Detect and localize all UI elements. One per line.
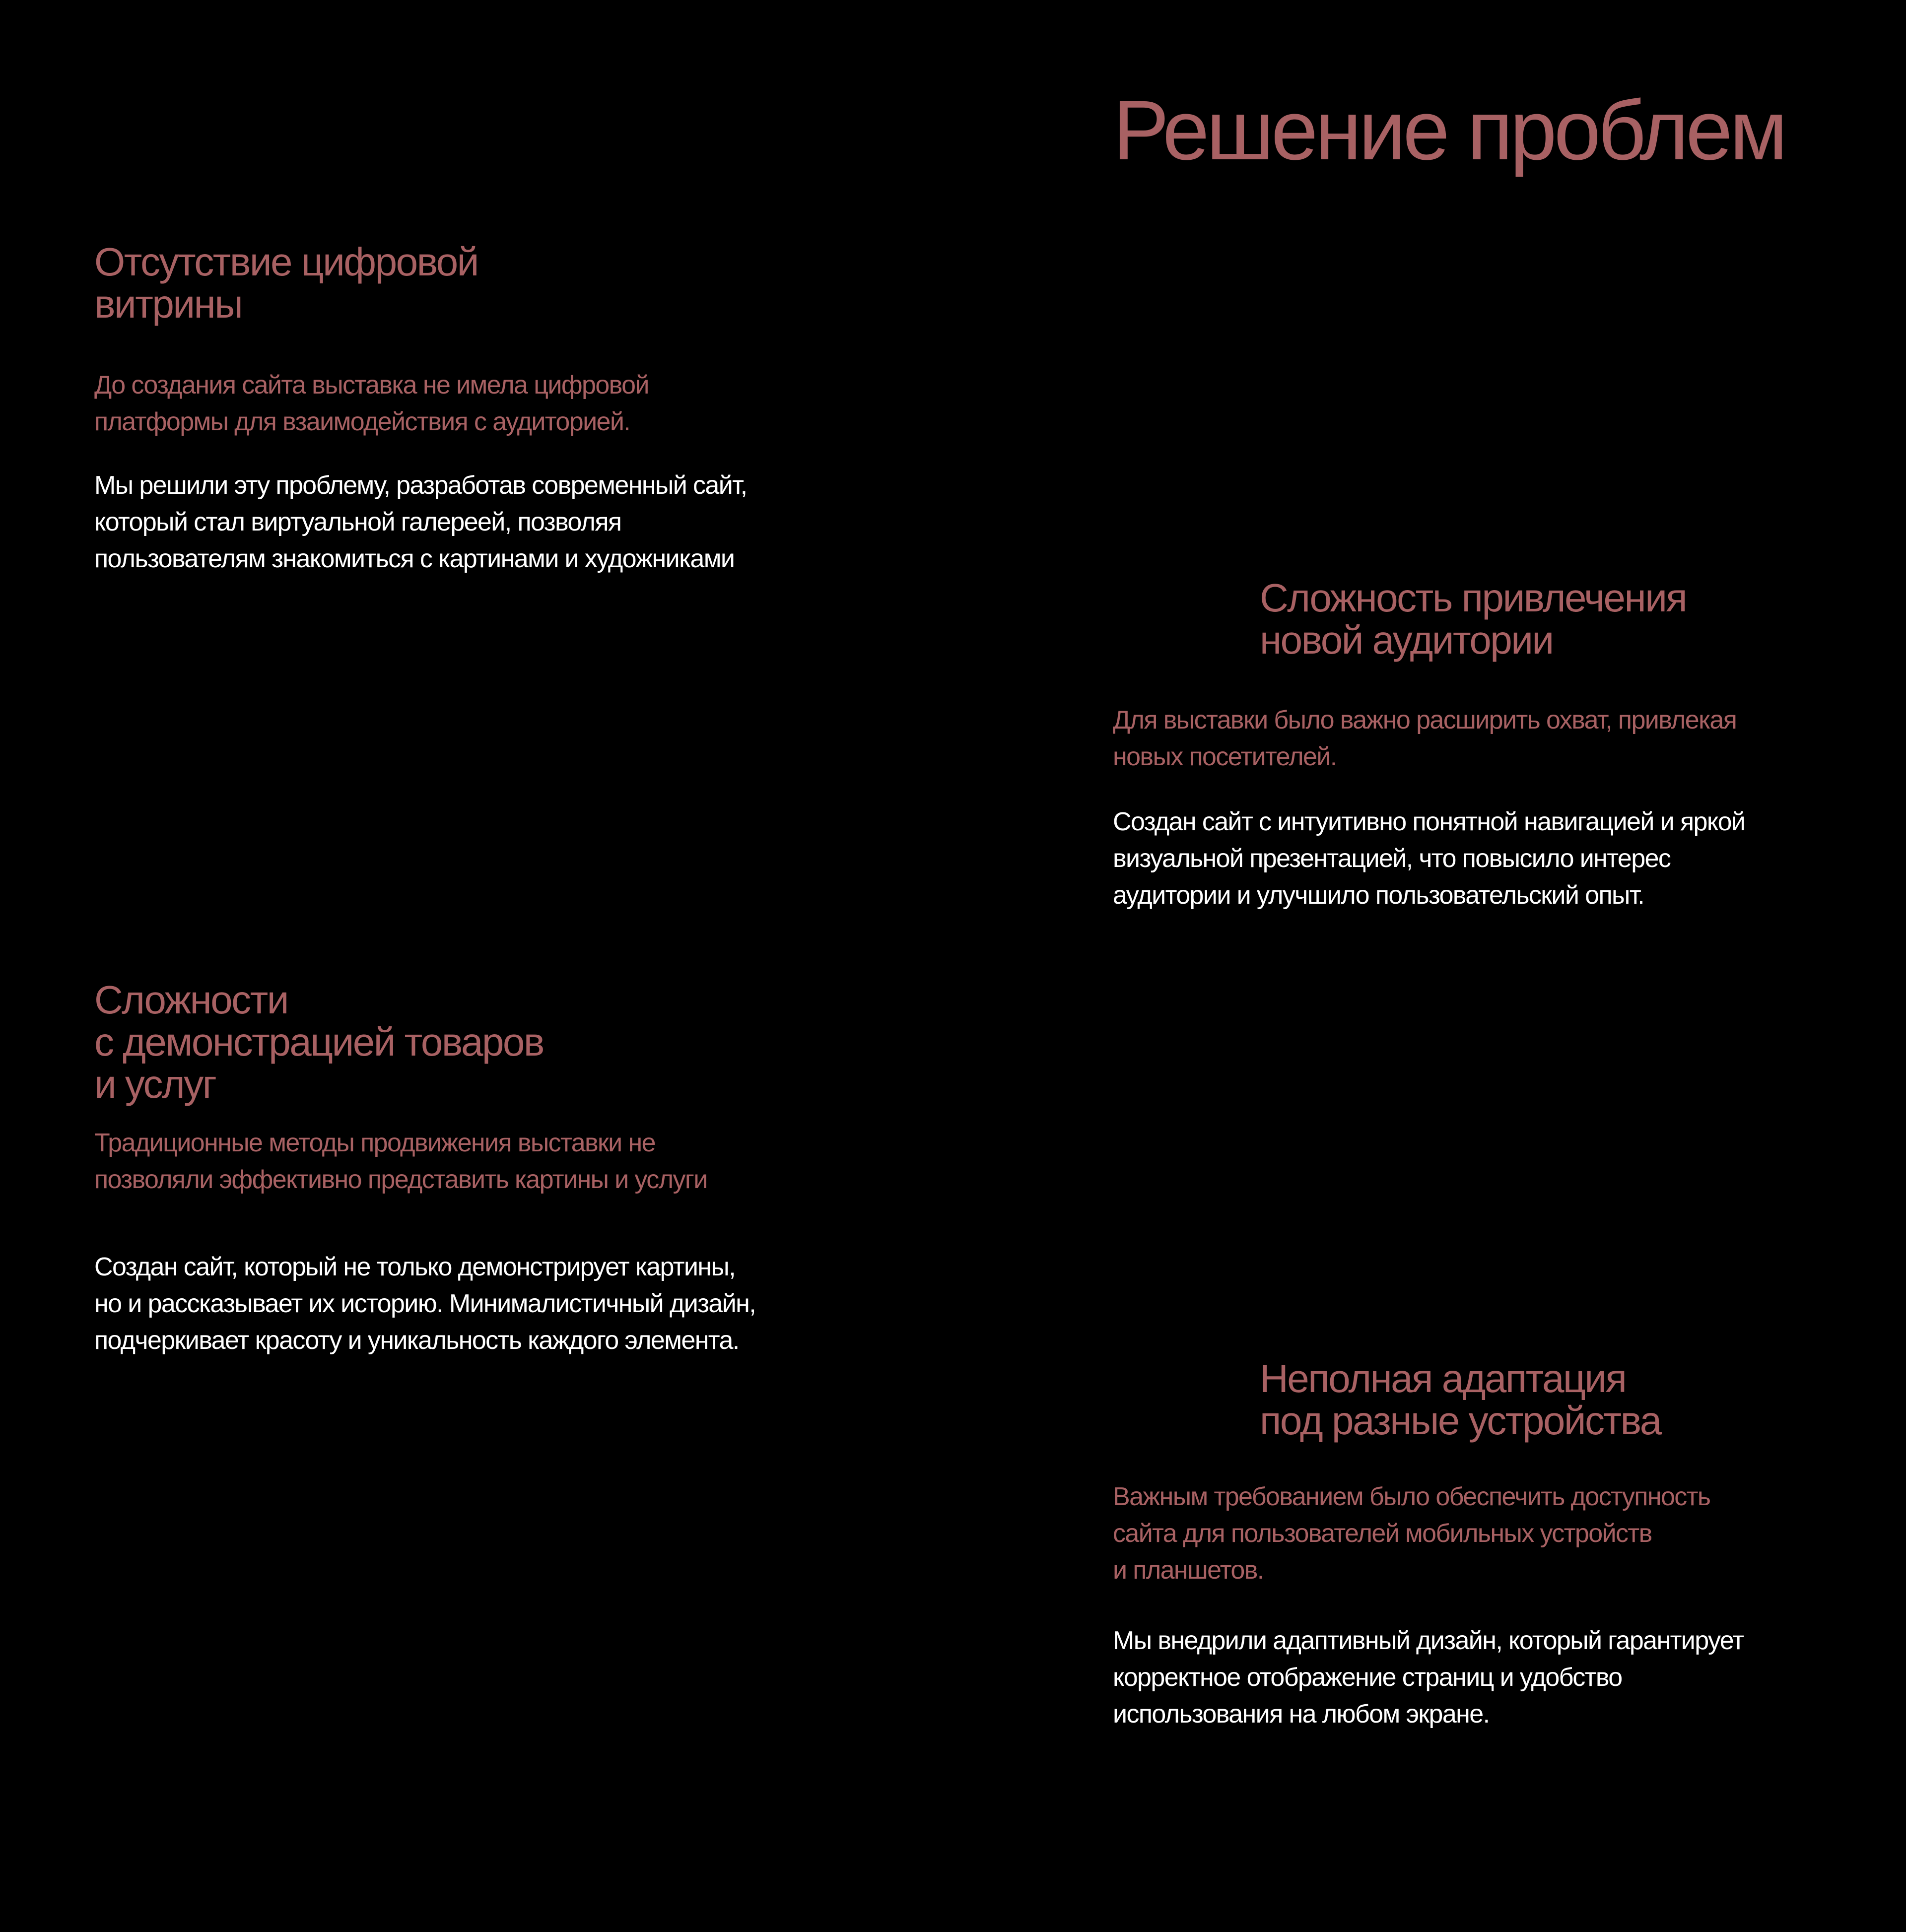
solution-description	[94, 1249, 755, 1359]
text-line: корректное отображение страниц и удобство	[1113, 1663, 1622, 1692]
text-line: Мы внедрили адаптивный дизайн, который гарантирует	[1113, 1626, 1744, 1655]
heading-line: Сложность привлечения	[1260, 576, 1687, 620]
text-line: Для выставки было важно расширить охват, привлекая	[1113, 706, 1737, 734]
heading-line: новой аудитории	[1260, 618, 1553, 662]
text-line: Традиционные методы продвижения выставки не	[94, 1129, 655, 1157]
heading-line: и услуг	[94, 1062, 216, 1106]
text-line: который стал виртуальной галереей, позволяя	[94, 508, 621, 536]
text-line: платформы для взаимодействия с аудиторией.	[94, 407, 630, 436]
text-line: До создания сайта выставка не имела цифровой	[94, 371, 649, 400]
problem-heading	[94, 979, 544, 1105]
text-line: Мы решили эту проблему, разработав современный сайт,	[94, 471, 747, 500]
text-line: сайта для пользователей мобильных устройств	[1113, 1519, 1652, 1548]
text-line: Создан сайт с интуитивно понятной навигацией и яркой	[1113, 807, 1745, 836]
text-line: пользователям знакомиться с картинами и художниками	[94, 544, 735, 573]
text-line: Создан сайт, который не только демонстрирует картины,	[94, 1253, 736, 1281]
problem-description	[1113, 1478, 1710, 1589]
problem-description	[1113, 702, 1736, 775]
text-line: но и рассказывает их историю. Минималистичный дизайн,	[94, 1289, 756, 1318]
heading-line: Отсутствие цифровой	[94, 240, 478, 284]
heading-line: Сложности	[94, 978, 288, 1022]
problem-heading	[1260, 1357, 1661, 1442]
text-line: и планшетов.	[1113, 1556, 1264, 1585]
heading-line: витрины	[94, 282, 242, 326]
text-line: позволяли эффективно представить картины и услуги	[94, 1165, 707, 1194]
problem-description	[94, 367, 649, 440]
solution-description	[1113, 803, 1745, 914]
text-line: новых посетителей.	[1113, 742, 1337, 771]
page-title: Решение проблем	[1113, 83, 1785, 178]
problem-heading	[1260, 577, 1686, 661]
problem-heading	[94, 241, 478, 325]
text-line: подчеркивает красоту и уникальность каждого элемента.	[94, 1326, 739, 1355]
solution-description	[94, 467, 747, 577]
heading-line: с демонстрацией товаров	[94, 1020, 544, 1064]
text-line: Важным требованием было обеспечить доступность	[1113, 1482, 1710, 1511]
heading-line: под разные устройства	[1260, 1399, 1661, 1443]
text-line: визуальной презентацией, что повысило интерес	[1113, 844, 1671, 873]
heading-line: Неполная адаптация	[1260, 1356, 1626, 1400]
text-line: аудитории и улучшило пользовательский опыт.	[1113, 881, 1644, 910]
problem-description	[94, 1125, 707, 1198]
solution-description	[1113, 1622, 1744, 1732]
text-line: использования на любом экране.	[1113, 1700, 1490, 1729]
